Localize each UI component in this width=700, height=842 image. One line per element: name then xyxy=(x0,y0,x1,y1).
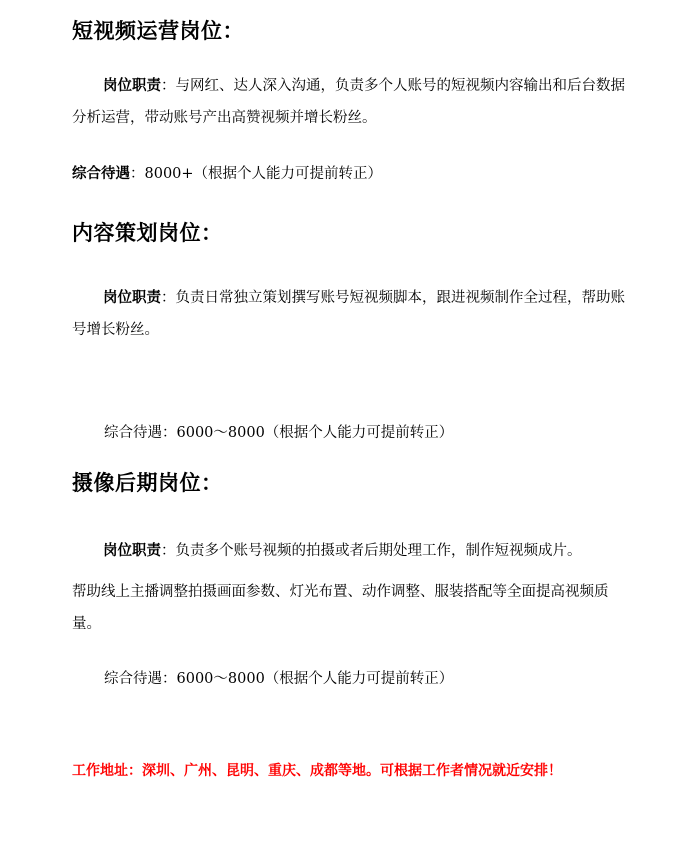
section-title-short-video-ops: 短视频运营岗位： xyxy=(72,19,244,43)
salary-label: 综合待遇 xyxy=(72,166,130,182)
duty-paragraph-camera-post-continued: 帮助线上主播调整拍摄画面参数、灯光布置、动作调整、服装搭配等全面提高视频质量。 xyxy=(72,584,609,632)
duty-text: ：负责日常独立策划撰写账号短视频脚本，跟进视频制作全过程，帮助账号增长粉丝。 xyxy=(72,290,625,338)
section-title-camera-post: 摄像后期岗位： xyxy=(72,471,223,495)
duty-label: 岗位职责 xyxy=(103,290,161,306)
salary-line-camera-post: 综合待遇：6000～8000（根据个人能力可提前转正） xyxy=(104,671,454,687)
salary-line-short-video-ops xyxy=(72,163,382,185)
salary-line-content-planning: 综合待遇：6000～8000（根据个人能力可提前转正） xyxy=(104,425,454,441)
duty-text: ：负责多个账号视频的拍摄或者后期处理工作，制作短视频成片。 xyxy=(161,543,582,559)
duty-paragraph-camera-post xyxy=(72,535,630,567)
salary-text: ：8000+（根据个人能力可提前转正） xyxy=(130,166,383,182)
duty-paragraph-content-planning xyxy=(72,282,630,346)
work-address: 工作地址：深圳、广州、昆明、重庆、成都等地。可根据工作者情况就近安排！ xyxy=(72,763,562,779)
duty-label: 岗位职责 xyxy=(103,543,161,559)
duty-label: 岗位职责 xyxy=(103,78,161,94)
duty-paragraph-short-video-ops xyxy=(72,70,630,134)
section-title-content-planning: 内容策划岗位： xyxy=(72,221,223,245)
duty-text: ：与网红、达人深入沟通，负责多个人账号的短视频内容输出和后台数据分析运营，带动账号产出高赞视频并增长粉丝。 xyxy=(72,78,625,126)
